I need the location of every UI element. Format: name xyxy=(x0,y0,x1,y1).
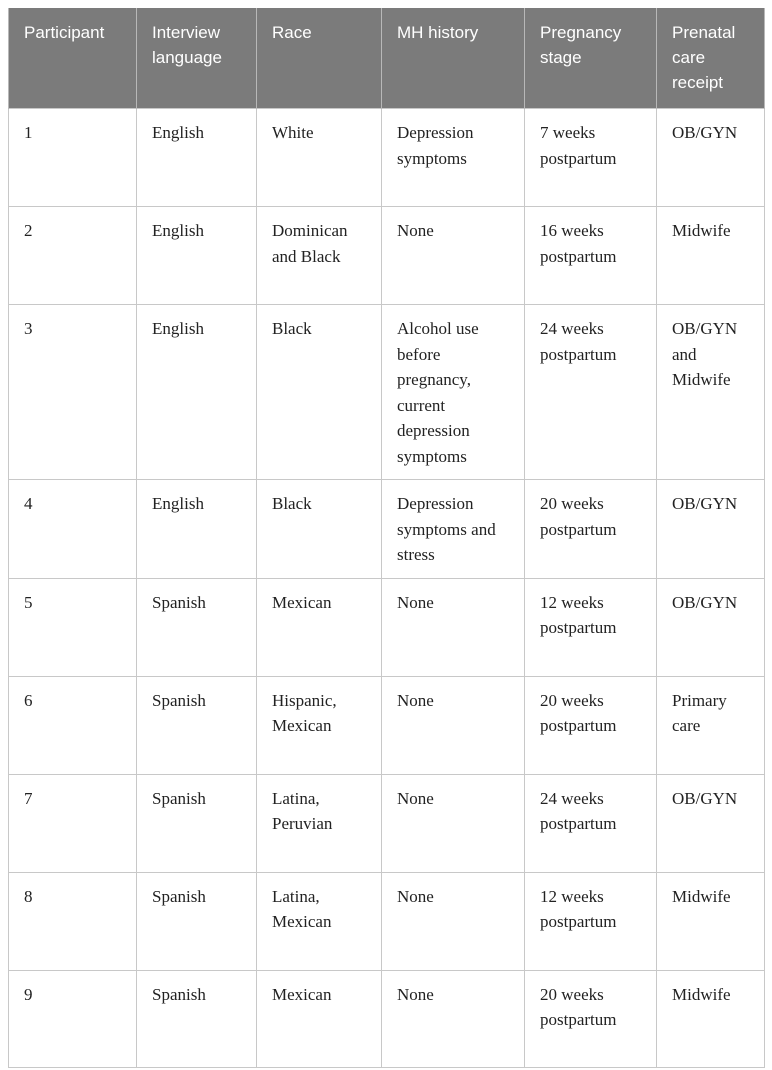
cell-pregnancy-stage: 24 weeks postpartum xyxy=(525,774,657,872)
table-header xyxy=(9,8,765,109)
cell-prenatal-care-receipt: Primary care xyxy=(657,676,765,774)
cell-pregnancy-stage: 7 weeks postpartum xyxy=(525,109,657,207)
cell-prenatal-care-receipt: Midwife xyxy=(657,207,765,305)
cell-race: Black xyxy=(257,480,382,579)
header-race: Race xyxy=(257,8,382,109)
cell-race: Mexican xyxy=(257,578,382,676)
cell-prenatal-care-receipt: Midwife xyxy=(657,970,765,1067)
table-row xyxy=(9,676,765,774)
cell-participant: 5 xyxy=(9,578,137,676)
table-row xyxy=(9,578,765,676)
cell-participant: 1 xyxy=(9,109,137,207)
cell-interview-language: English xyxy=(137,109,257,207)
table-row xyxy=(9,774,765,872)
cell-prenatal-care-receipt: OB/GYN xyxy=(657,109,765,207)
table-row xyxy=(9,872,765,970)
table-row xyxy=(9,207,765,305)
cell-race: White xyxy=(257,109,382,207)
cell-race: Dominican and Black xyxy=(257,207,382,305)
table-row xyxy=(9,305,765,480)
header-participant: Participant xyxy=(9,8,137,109)
cell-interview-language: Spanish xyxy=(137,970,257,1067)
table-body xyxy=(9,109,765,1068)
cell-pregnancy-stage: 20 weeks postpartum xyxy=(525,970,657,1067)
cell-participant: 8 xyxy=(9,872,137,970)
cell-participant: 7 xyxy=(9,774,137,872)
header-pregnancy-stage: Pregnancy stage xyxy=(525,8,657,109)
header-mh-history: MH history xyxy=(382,8,525,109)
cell-race: Black xyxy=(257,305,382,480)
table-row xyxy=(9,109,765,207)
cell-mh-history: None xyxy=(382,970,525,1067)
cell-race: Latina, Mexican xyxy=(257,872,382,970)
participant-characteristics-table xyxy=(8,8,765,1068)
cell-participant: 6 xyxy=(9,676,137,774)
cell-participant: 9 xyxy=(9,970,137,1067)
cell-race: Hispanic, Mexican xyxy=(257,676,382,774)
cell-interview-language: Spanish xyxy=(137,676,257,774)
cell-mh-history: None xyxy=(382,774,525,872)
cell-pregnancy-stage: 20 weeks postpartum xyxy=(525,480,657,579)
cell-mh-history: None xyxy=(382,207,525,305)
cell-race: Mexican xyxy=(257,970,382,1067)
cell-mh-history: None xyxy=(382,872,525,970)
cell-interview-language: English xyxy=(137,207,257,305)
participant-table-container xyxy=(8,8,764,1068)
cell-pregnancy-stage: 12 weeks postpartum xyxy=(525,872,657,970)
cell-participant: 2 xyxy=(9,207,137,305)
cell-participant: 4 xyxy=(9,480,137,579)
cell-pregnancy-stage: 12 weeks postpartum xyxy=(525,578,657,676)
cell-mh-history: None xyxy=(382,676,525,774)
cell-pregnancy-stage: 16 weeks postpartum xyxy=(525,207,657,305)
cell-interview-language: English xyxy=(137,480,257,579)
cell-interview-language: Spanish xyxy=(137,774,257,872)
cell-mh-history: None xyxy=(382,578,525,676)
cell-interview-language: English xyxy=(137,305,257,480)
cell-interview-language: Spanish xyxy=(137,872,257,970)
table-row xyxy=(9,480,765,579)
cell-prenatal-care-receipt: OB/GYN and Midwife xyxy=(657,305,765,480)
table-row xyxy=(9,970,765,1067)
cell-prenatal-care-receipt: OB/GYN xyxy=(657,480,765,579)
header-prenatal-care-receipt: Prenatal care receipt xyxy=(657,8,765,109)
cell-prenatal-care-receipt: OB/GYN xyxy=(657,774,765,872)
cell-mh-history: Depression symptoms and stress xyxy=(382,480,525,579)
cell-pregnancy-stage: 20 weeks postpartum xyxy=(525,676,657,774)
cell-interview-language: Spanish xyxy=(137,578,257,676)
cell-pregnancy-stage: 24 weeks postpartum xyxy=(525,305,657,480)
cell-prenatal-care-receipt: Midwife xyxy=(657,872,765,970)
header-row xyxy=(9,8,765,109)
cell-participant: 3 xyxy=(9,305,137,480)
cell-race: Latina, Peruvian xyxy=(257,774,382,872)
cell-mh-history: Alcohol use before pregnancy, current depression symptoms xyxy=(382,305,525,480)
cell-mh-history: Depression symptoms xyxy=(382,109,525,207)
header-interview-language: Interview language xyxy=(137,8,257,109)
cell-prenatal-care-receipt: OB/GYN xyxy=(657,578,765,676)
